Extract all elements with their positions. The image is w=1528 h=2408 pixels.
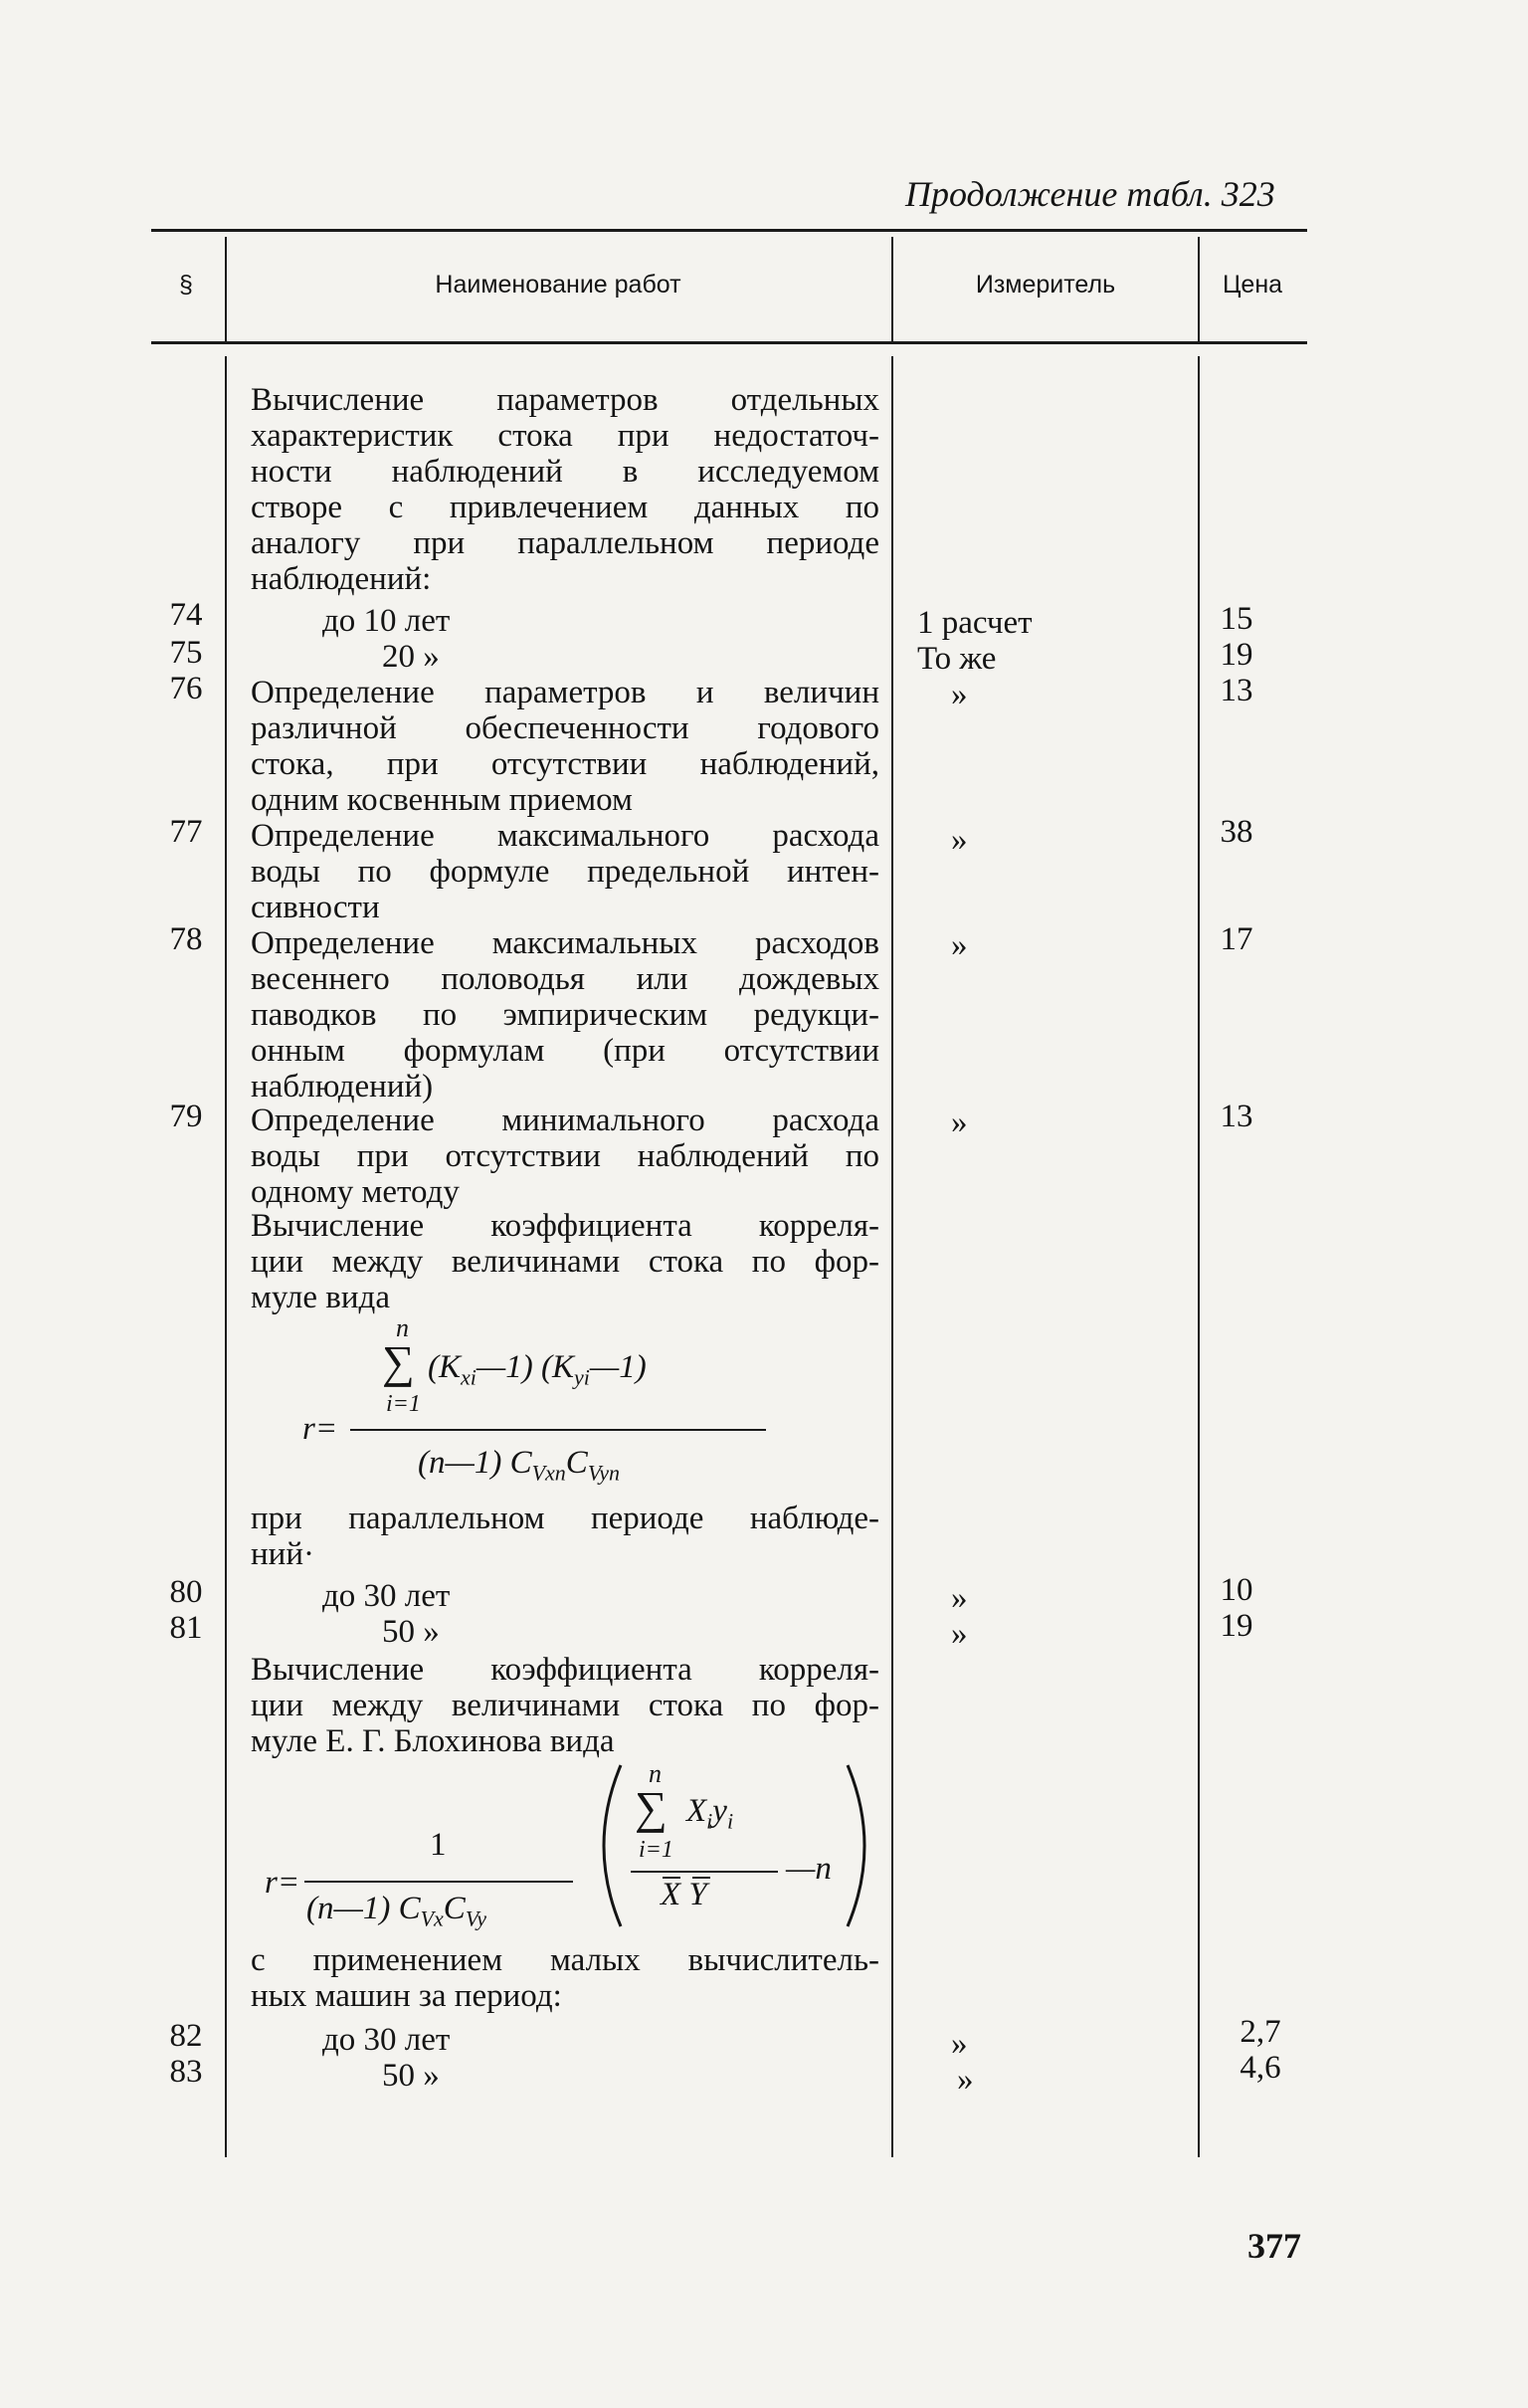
column-header-unit: Измеритель <box>975 271 1116 299</box>
formula-denominator <box>418 1445 620 1487</box>
sum-upper-limit: n <box>396 1313 409 1342</box>
row-unit: » <box>951 2026 968 2062</box>
row-name-line: онным формулам (при отсутствии <box>251 1033 879 1069</box>
denominator-part: (n—1) C <box>306 1891 421 1926</box>
sum-term-part: X <box>686 1793 707 1829</box>
row-unit: » <box>951 677 968 712</box>
text-line: характеристик стока при недостаточ- <box>251 418 879 454</box>
row-name-line: различной обеспеченности годового <box>251 710 879 746</box>
sum-upper-limit: n <box>649 1759 662 1788</box>
text-line: Вычисление параметров отдельных <box>251 382 879 418</box>
row-number: 80 <box>169 1574 203 1610</box>
sum-term-subscript: i <box>706 1808 713 1834</box>
row-unit: » <box>957 2062 974 2098</box>
row-price: 17 <box>1220 921 1253 957</box>
row-price: 13 <box>1220 673 1253 708</box>
text-line: створе с привлечением данных по <box>251 490 879 525</box>
divider-1-body <box>225 356 227 2157</box>
row-name: до 30 лет <box>322 1578 451 1614</box>
text-line: ции между величинами стока по фор- <box>251 1244 879 1280</box>
inner-denominator: X Y <box>661 1877 707 1912</box>
fraction-bar <box>350 1429 766 1431</box>
text-line: ний· <box>251 1536 314 1572</box>
text-line: Вычисление коэффициента корреля- <box>251 1208 879 1244</box>
formula-denominator <box>306 1891 486 1932</box>
numerator-subscript: yi <box>573 1364 590 1390</box>
row-number: 83 <box>169 2054 203 2090</box>
inner-fraction-bar <box>631 1871 778 1873</box>
sum-term <box>686 1793 733 1835</box>
row-unit: » <box>951 822 968 858</box>
sum-term-subscript: i <box>726 1808 734 1834</box>
sum-symbol: ∑ <box>382 1336 415 1387</box>
row-price: 10 <box>1220 1572 1253 1608</box>
row-name: до 10 лет <box>322 603 451 639</box>
row-name: 50 » <box>382 1614 440 1650</box>
row-price: 19 <box>1220 637 1253 673</box>
row-price: 13 <box>1220 1099 1253 1134</box>
header-bottom-rule <box>151 341 1307 344</box>
row-name-line: Определение максимальных расходов <box>251 925 879 961</box>
row-unit: » <box>951 927 968 963</box>
text-line: ных машин за период: <box>251 1978 562 2014</box>
column-header-section: § <box>179 271 193 299</box>
row-name: 50 » <box>382 2058 440 2094</box>
row-name-line: сивности <box>251 890 380 925</box>
text-line: муле Е. Г. Блохинова вида <box>251 1723 615 1759</box>
row-number: 82 <box>169 2018 203 2054</box>
text-line: наблюдений: <box>251 561 432 597</box>
row-name-line: весеннего половодья или дождевых <box>251 961 879 997</box>
text-line: ции между величинами стока по фор- <box>251 1688 879 1723</box>
formula-numerator <box>428 1349 647 1391</box>
formula-one: 1 <box>430 1827 447 1863</box>
row-number: 75 <box>169 635 203 671</box>
row-price: 15 <box>1220 601 1253 637</box>
row-name-line: одним косвенным приемом <box>251 782 633 818</box>
row-unit: » <box>951 1104 968 1140</box>
row-unit: » <box>951 1580 968 1616</box>
denominator-part: C <box>565 1445 588 1481</box>
numerator-part: (K <box>428 1349 461 1385</box>
denominator-part: (n—1) C <box>418 1445 532 1481</box>
text-line: при параллельном периоде наблюде- <box>251 1501 879 1536</box>
row-price: 2,7 <box>1240 2014 1281 2050</box>
row-name-line: стока, при отсутствии наблюдений, <box>251 746 879 782</box>
table-continuation-caption: Продолжение табл. 323 <box>905 174 1275 214</box>
divider-2-body <box>891 356 893 2157</box>
divider-1-head <box>225 237 227 342</box>
sum-lower-limit: i=1 <box>386 1391 421 1417</box>
right-parenthesis <box>842 1761 885 1930</box>
row-number: 79 <box>169 1099 203 1134</box>
row-price: 4,6 <box>1240 2050 1281 2086</box>
row-number: 78 <box>169 921 203 957</box>
row-price: 38 <box>1220 814 1253 850</box>
denominator-subscript: Vyn <box>587 1460 620 1486</box>
row-name-line: воды при отсутствии наблюдений по <box>251 1138 879 1174</box>
numerator-part: —1) (K <box>476 1349 574 1385</box>
row-name: 20 » <box>382 639 440 675</box>
formula-lhs: r= <box>302 1411 338 1447</box>
formula-lhs: r= <box>265 1865 300 1901</box>
minus-n: —n <box>786 1851 832 1887</box>
numerator-subscript: xi <box>461 1364 477 1390</box>
text-line: аналогу при параллельном периоде <box>251 525 879 561</box>
text-line: Вычисление коэффициента корреля- <box>251 1652 879 1688</box>
text-line: муле вида <box>251 1280 390 1315</box>
denominator-subscript: Vxn <box>531 1460 566 1486</box>
row-name-line: Определение максимального расхода <box>251 818 879 854</box>
row-unit: То же <box>917 641 997 677</box>
row-number: 81 <box>169 1610 203 1646</box>
divider-2-head <box>891 237 893 342</box>
row-unit: » <box>951 1616 968 1652</box>
row-name-line: воды по формуле предельной интен- <box>251 854 879 890</box>
fraction-bar <box>304 1881 573 1883</box>
row-name: до 30 лет <box>322 2022 451 2058</box>
row-name-line: паводков по эмпирическим редукци- <box>251 997 879 1033</box>
column-header-price: Цена <box>1222 271 1283 299</box>
row-name-line: Определение параметров и величин <box>251 675 879 710</box>
numerator-part: —1) <box>589 1349 647 1385</box>
page-number: 377 <box>1247 2226 1301 2266</box>
text-line: ности наблюдений в исследуемом <box>251 454 879 490</box>
sum-symbol: ∑ <box>635 1782 668 1833</box>
sum-lower-limit: i=1 <box>639 1837 673 1863</box>
text-line: с применением малых вычислитель- <box>251 1942 879 1978</box>
row-number: 74 <box>169 597 203 633</box>
row-number: 77 <box>169 814 203 850</box>
divider-3-head <box>1198 237 1200 342</box>
denominator-part: C <box>443 1891 466 1926</box>
denominator-subscript: Vx <box>420 1906 444 1931</box>
row-number: 76 <box>169 671 203 706</box>
denominator-subscript: Vy <box>465 1906 486 1931</box>
top-rule <box>151 229 1307 232</box>
sum-term-part: y <box>712 1793 727 1829</box>
row-price: 19 <box>1220 1608 1253 1644</box>
row-unit: 1 расчет <box>917 605 1033 641</box>
row-name-line: одному методу <box>251 1174 460 1210</box>
column-header-name: Наименование работ <box>435 271 681 299</box>
row-name-line: Определение минимального расхода <box>251 1103 879 1138</box>
row-name-line: наблюдений) <box>251 1069 434 1104</box>
left-parenthesis <box>583 1761 627 1930</box>
